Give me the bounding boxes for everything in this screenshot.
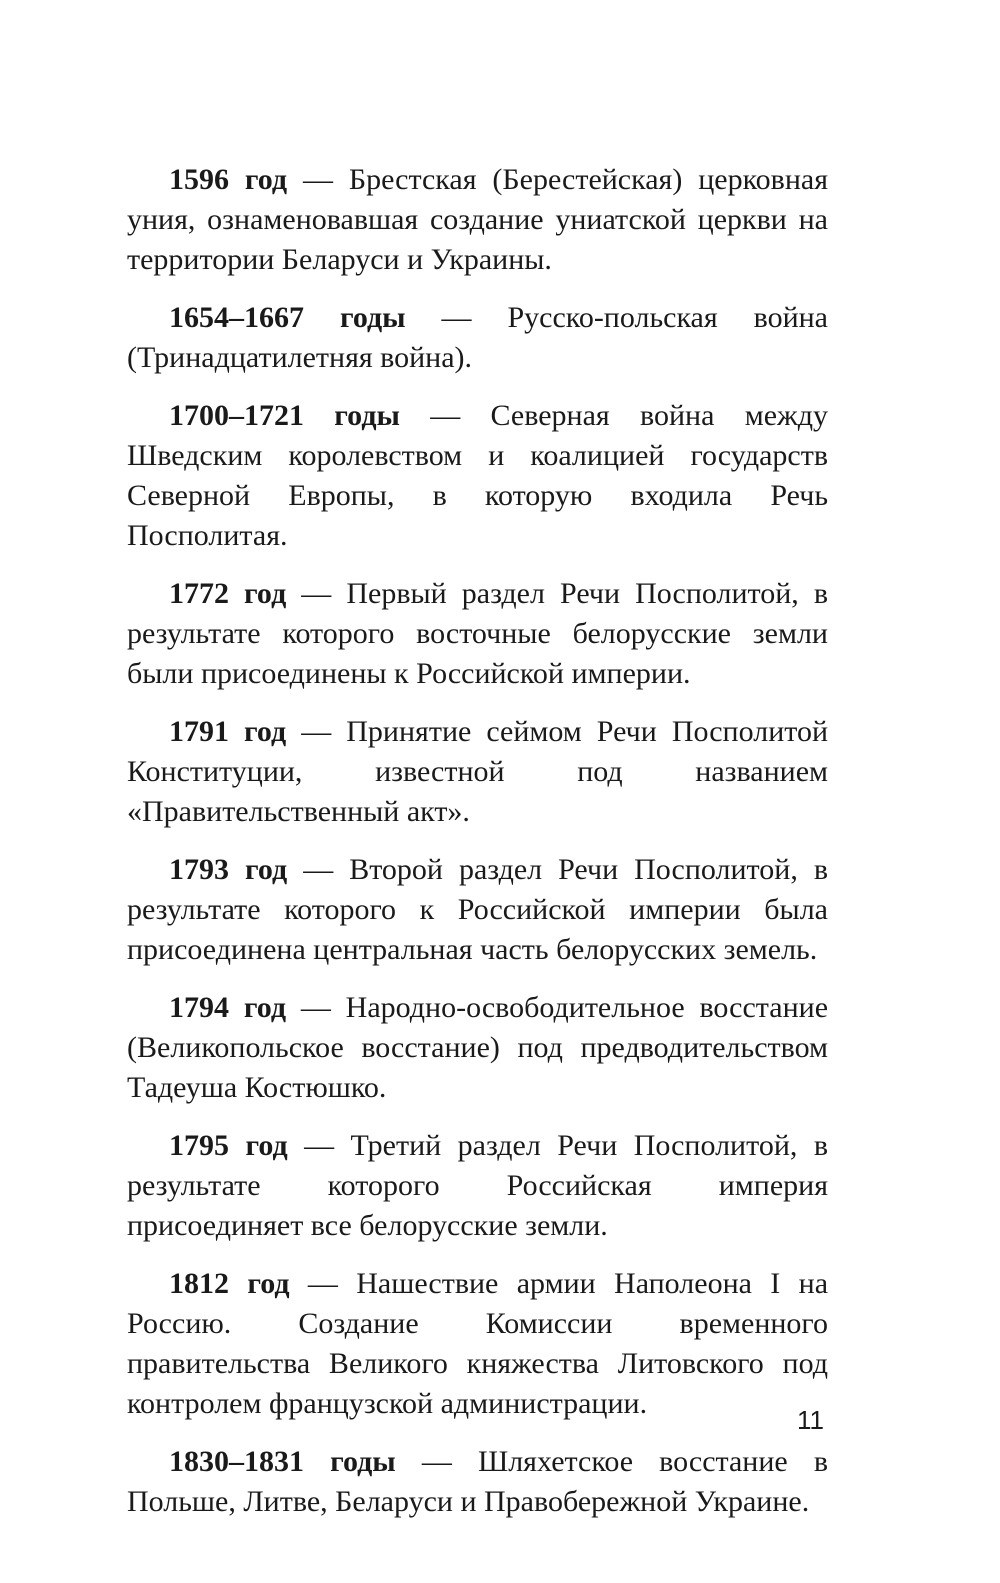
page-number: 11 xyxy=(797,1405,824,1435)
entry-date: 1830–1831 годы xyxy=(169,1445,396,1478)
entry-text: Первый раздел Речи Посполитой, в результате которого восточные белорусские земли были присоединены к Российской империи. xyxy=(127,577,828,690)
chronology-entry xyxy=(127,1264,828,1424)
entry-dash: — xyxy=(287,163,349,196)
entry-text: Третий раздел Речи Посполитой, в результате которого Российская империя присоединяет все белорусские земли. xyxy=(127,1129,828,1242)
chronology-entry xyxy=(127,298,828,378)
entry-date: 1794 год xyxy=(169,991,287,1024)
entry-dash: — xyxy=(395,1445,478,1478)
entry-dash: — xyxy=(286,991,346,1024)
chronology-entry xyxy=(127,712,828,832)
entry-dash: — xyxy=(286,715,347,748)
entry-dash: — xyxy=(287,1129,351,1162)
entry-dash: — xyxy=(287,853,350,886)
entry-text: Северная война между Шведским королевством и коалицией государств Северной Европы, в которую входила Речь Посполитая. xyxy=(127,399,829,552)
entry-date: 1812 год xyxy=(169,1267,290,1300)
entry-date: 1793 год xyxy=(169,853,288,886)
chronology-entry xyxy=(127,574,828,694)
chronology-entry xyxy=(127,396,828,556)
chronology-text xyxy=(127,160,828,1540)
chronology-entry xyxy=(127,1442,828,1522)
entry-dash: — xyxy=(289,1267,357,1300)
entry-date: 1596 год xyxy=(169,163,288,196)
chronology-entry xyxy=(127,1126,828,1246)
entry-dash: — xyxy=(405,301,508,334)
entry-text: Народно-освободительное восстание (Великопольское восстание) под предводительством Тадеуша Костюшко. xyxy=(127,991,829,1104)
entry-text: Второй раздел Речи Посполитой, в результате которого к Российской империи была присоединена центральная часть белорусских земель. xyxy=(127,853,828,966)
entry-date: 1700–1721 годы xyxy=(169,399,400,432)
chronology-entry xyxy=(127,988,828,1108)
entry-date: 1654–1667 годы xyxy=(169,301,406,334)
chronology-entry xyxy=(127,160,828,280)
entry-date: 1772 год xyxy=(169,577,287,610)
chronology-entry xyxy=(127,850,828,970)
entry-text: Принятие сеймом Речи Посполитой Конституции, известной под названием «Правительственный акт». xyxy=(127,715,829,828)
entry-text: Шляхетское восстание в Польше, Литве, Беларуси и Правобережной Украине. xyxy=(127,1445,828,1518)
entry-date: 1791 год xyxy=(169,715,287,748)
entry-dash: — xyxy=(286,577,347,610)
entry-text: Брестская (Берестейская) церковная уния, ознаменовавшая создание униатской церкви на территории Беларуси и Украины. xyxy=(127,163,829,276)
entry-text: Нашествие армии Наполеона I на Россию. Создание Комиссии временного правительства Великого княжества Литовского под контролем французской администрации. xyxy=(127,1267,829,1420)
entry-date: 1795 год xyxy=(169,1129,288,1162)
entry-dash: — xyxy=(399,399,491,432)
entry-text: Русско-польская война (Тринадцатилетняя война). xyxy=(127,301,828,374)
